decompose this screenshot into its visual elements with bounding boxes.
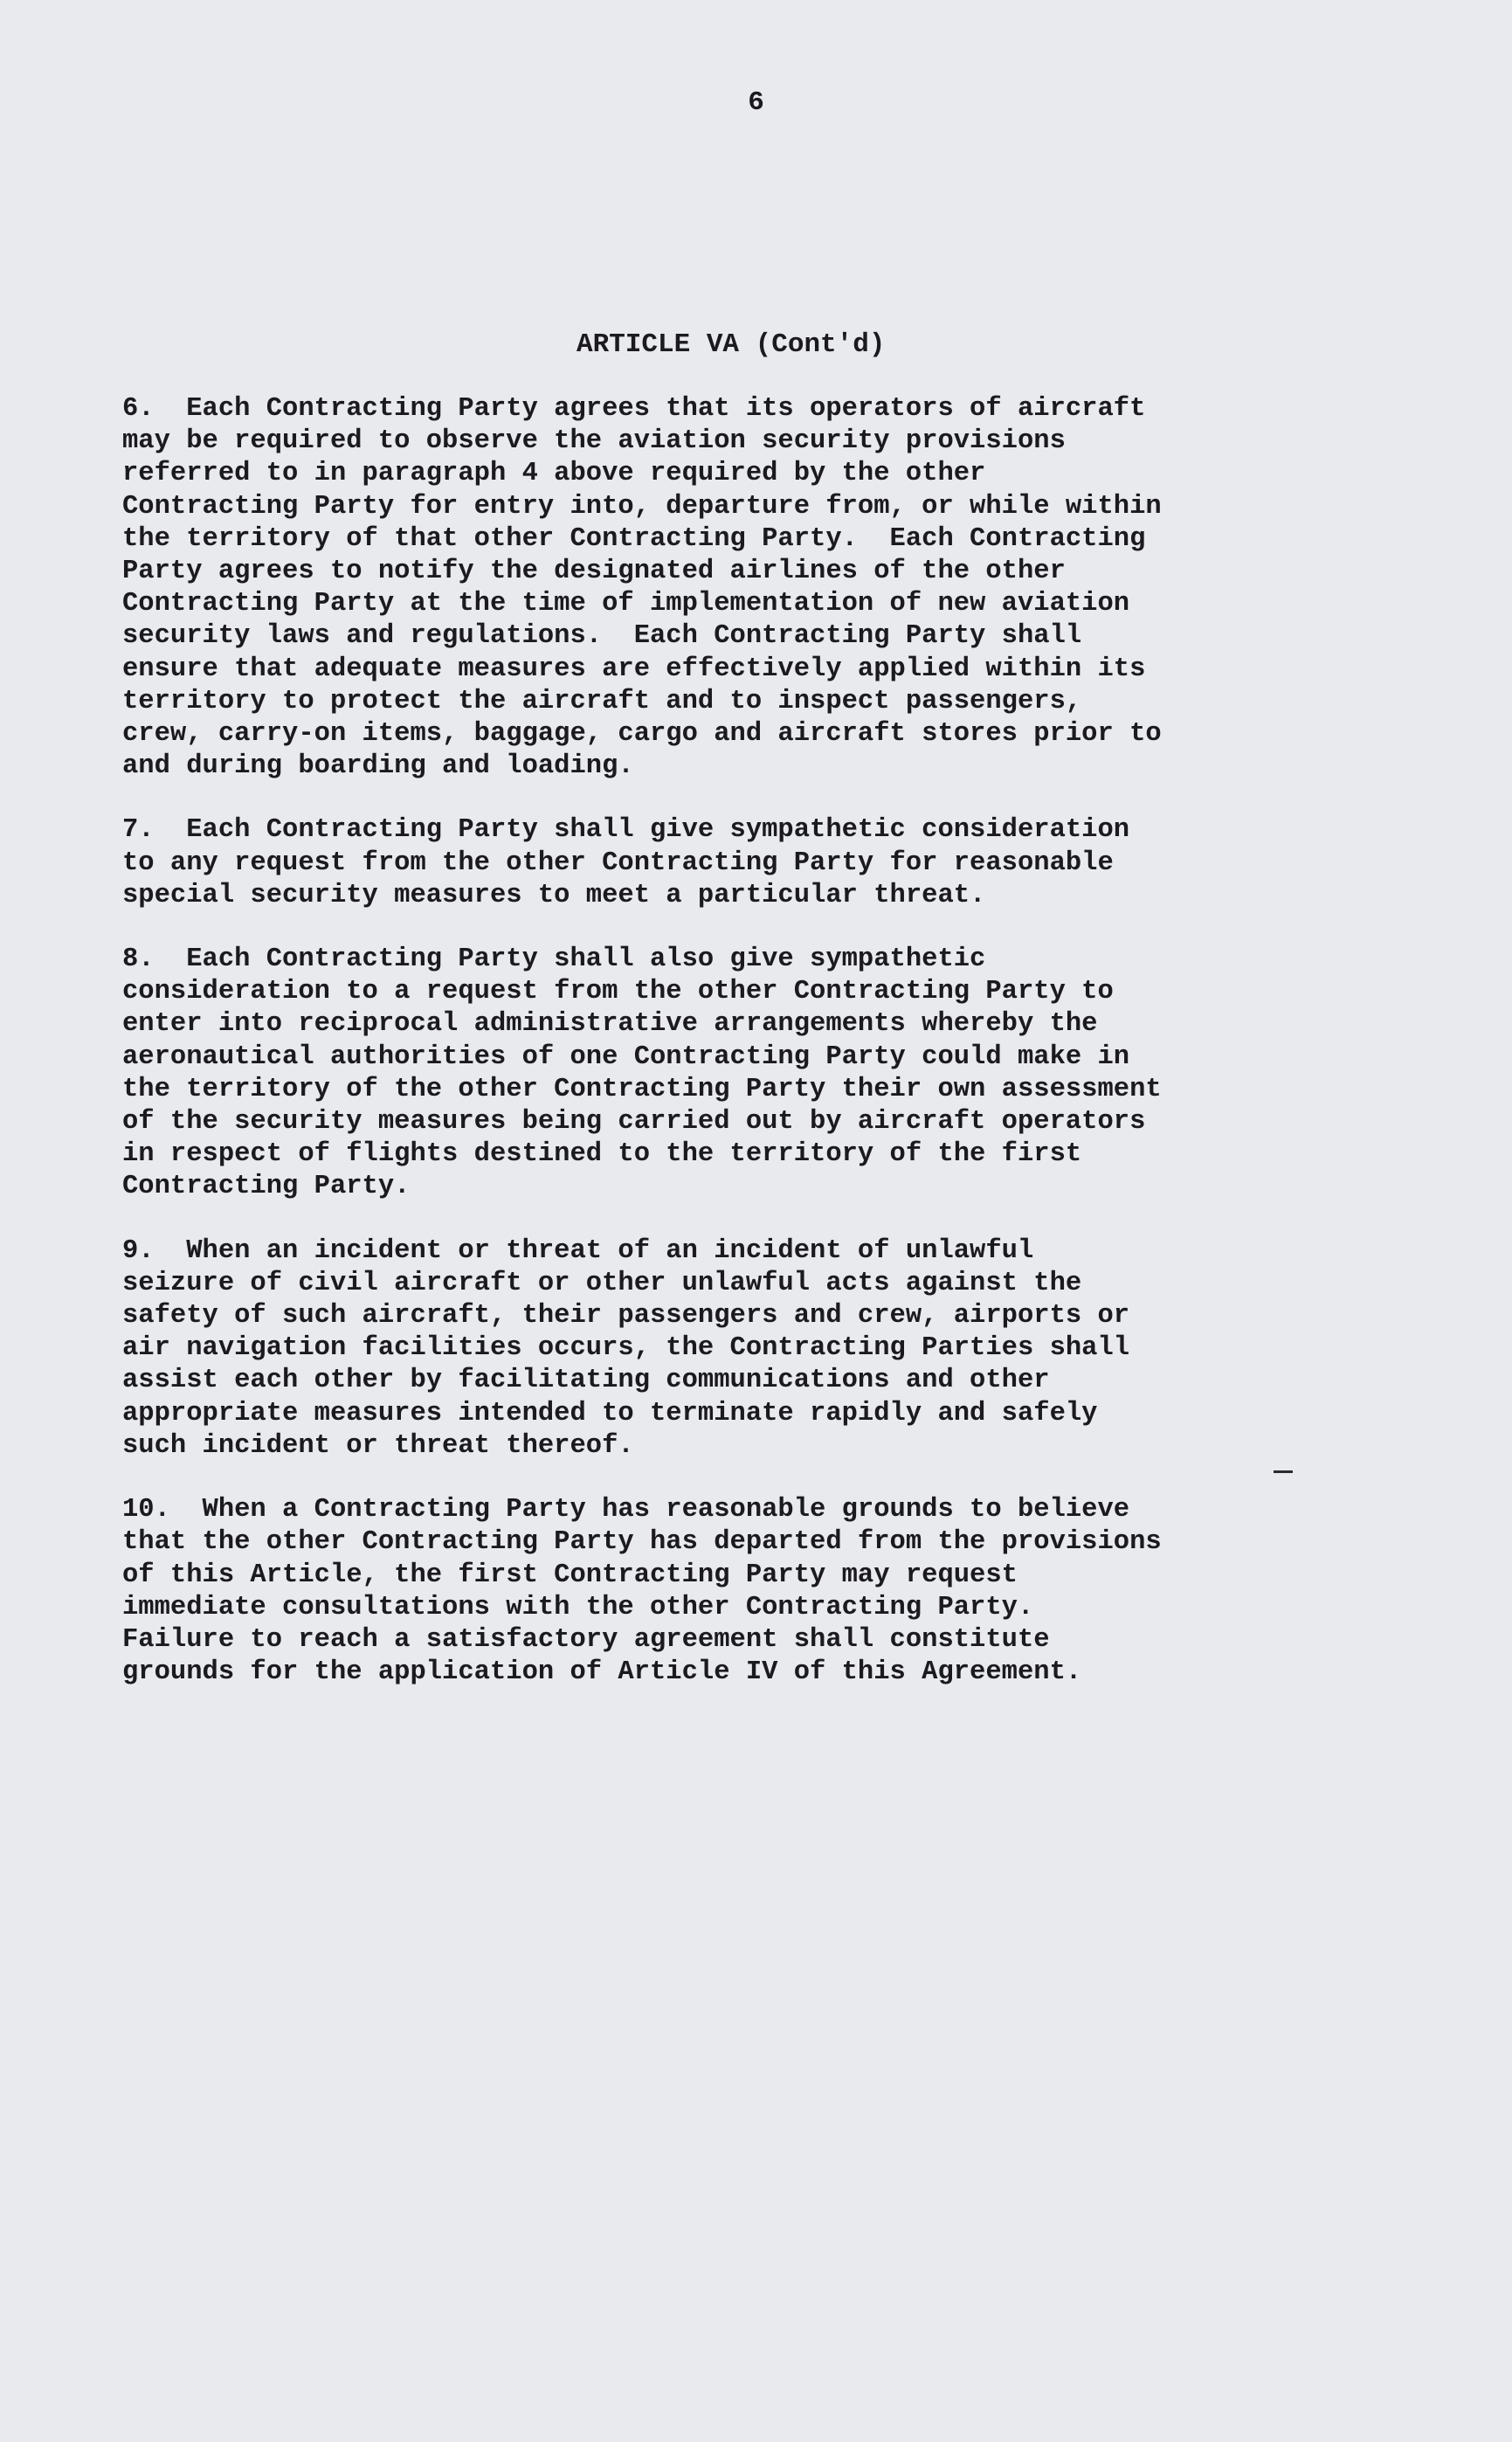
text-line: security laws and regulations. Each Contracting Party shall [122, 621, 1082, 652]
text-line: safety of such aircraft, their passengers and crew, airports or [122, 1301, 1130, 1332]
text-line: may be required to observe the aviation security provisions [122, 426, 1066, 457]
text-line: and during boarding and loading. [122, 751, 634, 782]
text-line: referred to in paragraph 4 above required by the other [122, 459, 986, 489]
text-line: consideration to a request from the other Contracting Party to [122, 977, 1114, 1007]
text-line: that the other Contracting Party has departed from the provisions [122, 1527, 1162, 1558]
text-line: immediate consultations with the other Contracting Party. [122, 1592, 1034, 1622]
text-line: the territory of the other Contracting Party their own assessment [122, 1074, 1162, 1104]
text-line: 8. Each Contracting Party shall also give sympathetic [122, 944, 986, 975]
text-line: 9. When an incident or threat of an incident of unlawful [122, 1235, 1034, 1266]
stray-dash-mark [1274, 1470, 1293, 1473]
text-line: assist each other by facilitating communications and other [122, 1366, 1050, 1396]
text-line: 6. Each Contracting Party agrees that its operators of aircraft [122, 394, 1146, 424]
text-line: aeronautical authorities of one Contracting Party could make in [122, 1041, 1130, 1072]
text-line: appropriate measures intended to terminate rapidly and safely [122, 1398, 1098, 1429]
text-line: 7. Each Contracting Party shall give sympathetic consideration [122, 815, 1130, 846]
text-line: Contracting Party. [122, 1172, 411, 1202]
text-line: Party agrees to notify the designated airlines of the other [122, 557, 1066, 587]
text-line: the territory of that other Contracting Party. Each Contracting [122, 523, 1146, 554]
text-line: to any request from the other Contracting Party for reasonable [122, 847, 1114, 878]
text-line: seizure of civil aircraft or other unlawful acts against the [122, 1268, 1082, 1298]
text-line: air navigation facilities occurs, the Contracting Parties shall [122, 1333, 1130, 1364]
text-line: such incident or threat thereof. [122, 1430, 634, 1461]
text-line: of this Article, the first Contracting Party may request [122, 1560, 1018, 1590]
text-line: territory to protect the aircraft and to inspect passengers, [122, 686, 1082, 716]
text-line: special security measures to meet a particular threat. [122, 880, 986, 910]
paragraph-7 [122, 814, 1398, 912]
paragraph-8 [122, 944, 1398, 1204]
text-line: crew, carry-on items, baggage, cargo and aircraft stores prior to [122, 719, 1162, 750]
text-line: 10. When a Contracting Party has reasonable grounds to believe [122, 1495, 1130, 1525]
text-line: Contracting Party for entry into, departure from, or while within [122, 491, 1162, 522]
text-line: enter into reciprocal administrative arrangements whereby the [122, 1009, 1098, 1040]
text-line: Failure to reach a satisfactory agreement shall constitute [122, 1624, 1050, 1655]
text-line: grounds for the application of Article IV of this Agreement. [122, 1657, 1082, 1688]
paragraph-9 [122, 1235, 1398, 1463]
text-line: in respect of flights destined to the territory of the first [122, 1139, 1082, 1170]
paragraph-10 [122, 1494, 1398, 1689]
paragraph-6 [122, 393, 1398, 783]
page-number: 6 [748, 87, 764, 118]
text-line: of the security measures being carried out by aircraft operators [122, 1107, 1146, 1138]
document-body [122, 393, 1398, 1720]
text-line: ensure that adequate measures are effectively applied within its [122, 654, 1146, 684]
article-heading: ARTICLE VA (Cont'd) [576, 329, 886, 360]
text-line: Contracting Party at the time of implementation of new aviation [122, 589, 1130, 619]
